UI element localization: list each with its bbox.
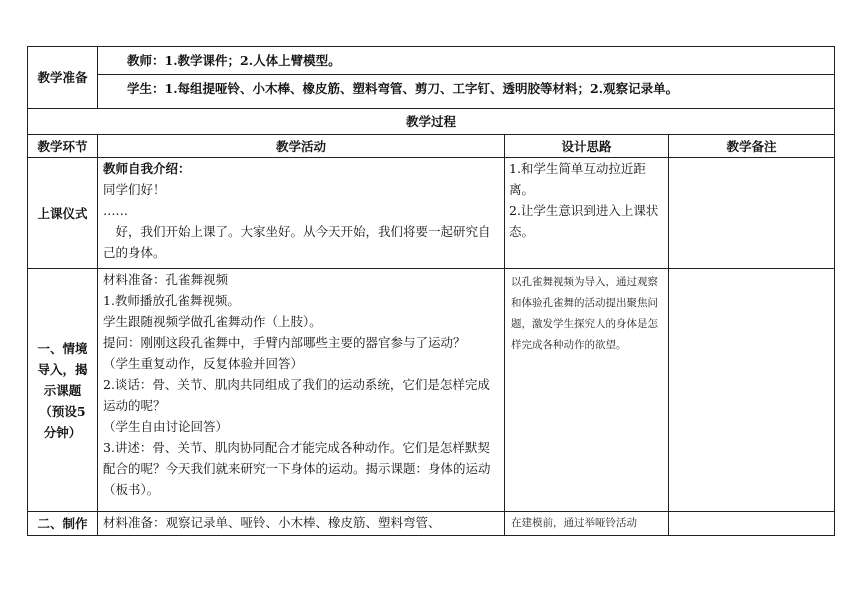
rule-right <box>834 46 835 536</box>
rule-col1 <box>97 134 98 536</box>
row1-notes <box>669 158 834 268</box>
row2-activity-line: （学生重复动作，反复体验并回答） <box>103 356 304 371</box>
header-design: 设计思路 <box>561 138 612 154</box>
row2-stage-line: 示课题 <box>43 382 82 398</box>
row3-notes <box>669 512 834 535</box>
lesson-plan-table <box>27 46 835 536</box>
row1-design <box>509 158 664 268</box>
prep-teacher: 教师：1.教学课件；2.人体上臂模型。 <box>127 53 341 68</box>
row2-stage-line: 一、情境 <box>37 340 88 356</box>
rule-bottom <box>27 535 835 536</box>
row2-activity-line: 材料准备：孔雀舞视频 <box>103 272 229 287</box>
row2-stage <box>28 269 97 511</box>
row3-stage: 二、制作 <box>37 516 88 531</box>
row2-activity-line: （学生自由讨论回答） <box>103 419 229 434</box>
rule-col2 <box>504 134 505 536</box>
row2-activity <box>103 269 501 511</box>
row2-activity-line: 2.谈话：骨、关节、肌肉共同组成了我们的运动系统，它们是怎样完成运动的呢？ <box>103 377 490 413</box>
rule-top <box>27 46 835 47</box>
row1-activity-line: …… <box>103 203 128 218</box>
row2-activity-line: 3.讲述：骨、关节、肌肉协同配合才能完成各种动作。它们是怎样默契配合的呢？今天我们就来研究一下身体的运动。揭示课题：身体的运动（板书）。 <box>103 440 491 497</box>
row1-design-line: 2.让学生意识到进入上课状态。 <box>509 203 659 239</box>
row1-activity <box>103 158 501 268</box>
header-stage: 教学环节 <box>37 138 88 154</box>
row2-activity-line: 1.教师播放孔雀舞视频。 <box>103 293 240 308</box>
row2-stage-line: （预设5 <box>39 403 86 419</box>
header-notes: 教学备注 <box>726 138 777 154</box>
rule-prep-split <box>97 74 835 75</box>
row1-activity-line: 同学们好！ <box>103 182 166 197</box>
row3-activity: 材料准备：观察记录单、哑铃、小木棒、橡皮筋、塑料弯管、 <box>103 515 441 530</box>
row2-stage-line: 导入，揭 <box>37 361 88 377</box>
row1-activity-line: 好，我们开始上课了。大家坐好。从今天开始，我们将要一起研究自己的身体。 <box>103 224 491 260</box>
rule-prep-label <box>97 46 98 108</box>
header-activity: 教学活动 <box>275 138 326 154</box>
row2-activity-line: 学生跟随视频学做孔雀舞动作（上肢）。 <box>103 314 322 329</box>
prep-student: 学生：1.每组提哑铃、小木棒、橡皮筋、塑料弯管、剪刀、工字钉、透明胶等材料；2.观察记录单。 <box>127 81 679 96</box>
row1-stage: 上课仪式 <box>37 205 88 221</box>
row1-design-line: 1.和学生简单互动拉近距离。 <box>509 161 646 197</box>
prep-label: 教学准备 <box>37 70 88 85</box>
row3-design: 在建模前，通过举哑铃活动 <box>511 517 637 529</box>
row2-design: 以孔雀舞视频为导入，通过观察和体验孔雀舞的活动提出聚焦问题，激发学生探究人的身体是怎样完成各种动作的欲望。 <box>511 276 658 351</box>
row2-stage-line: 分钟） <box>43 424 82 440</box>
process-title: 教学过程 <box>405 114 456 129</box>
row2-activity-line: 提问：刚刚这段孔雀舞中，手臂内部哪些主要的器官参与了运动？ <box>103 335 466 350</box>
row2-notes <box>669 269 834 511</box>
row1-activity-title: 教师自我介绍： <box>103 161 191 176</box>
